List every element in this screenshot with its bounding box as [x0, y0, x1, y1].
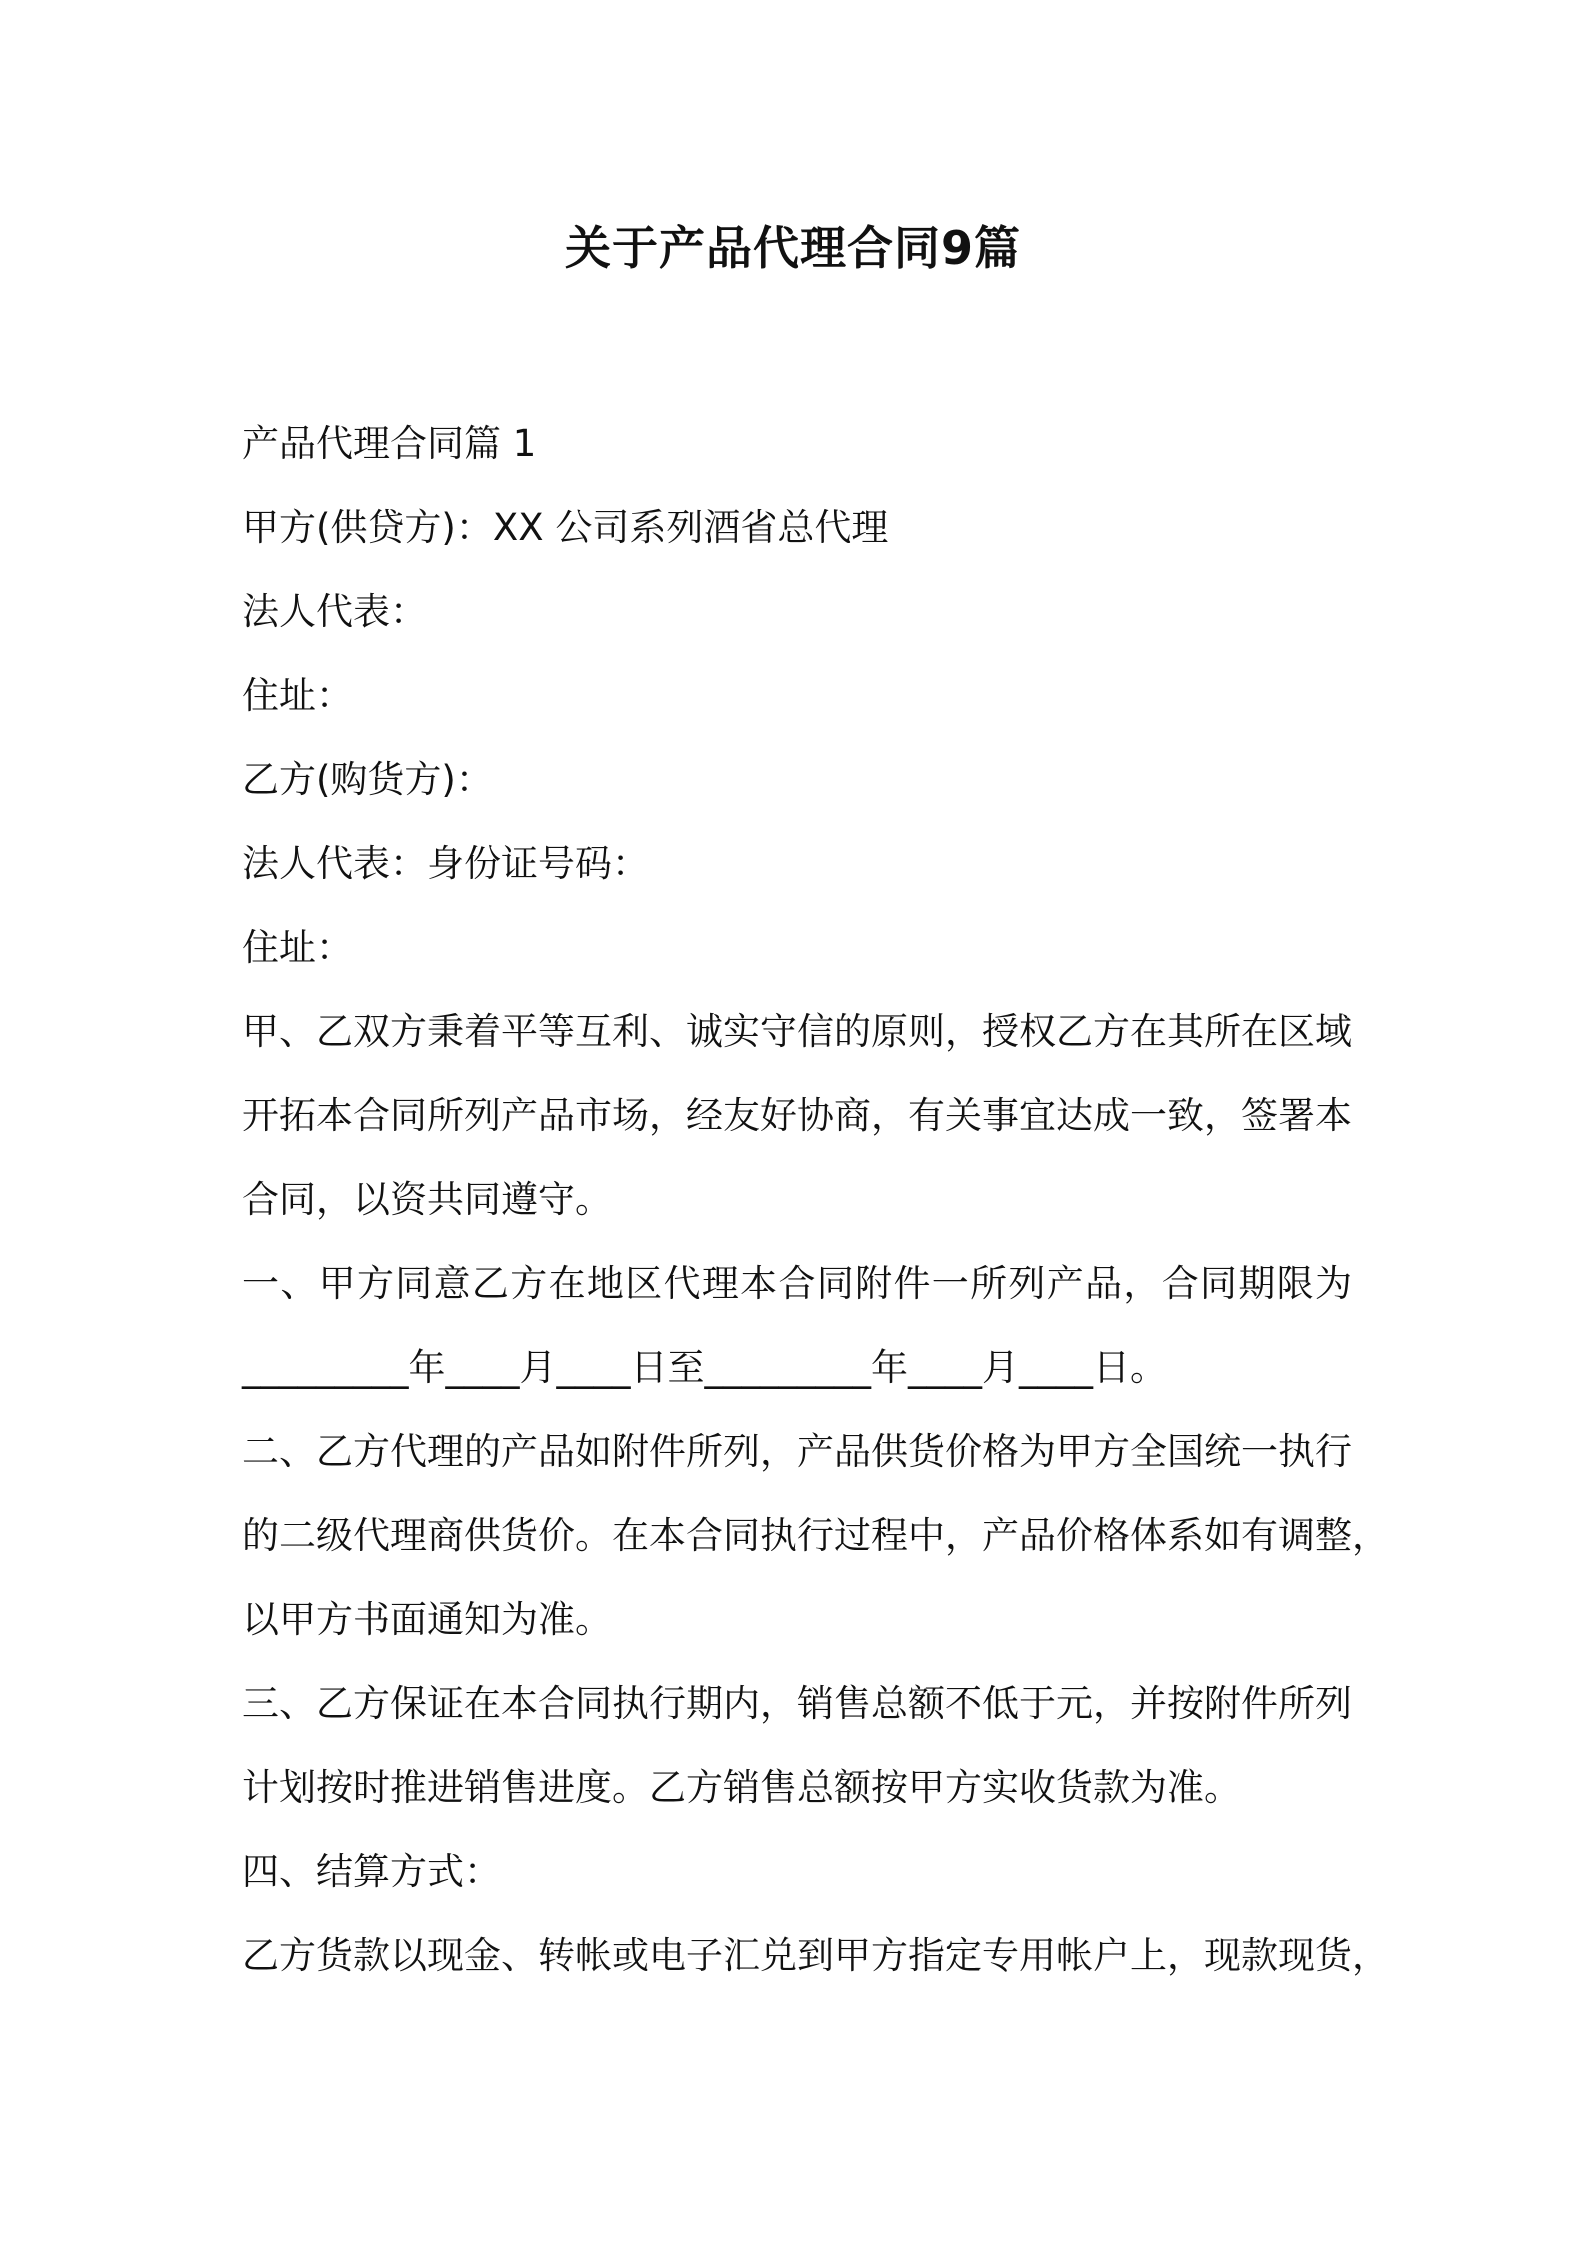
preamble-line: 合同，以资共同遵守。 [242, 1178, 612, 1221]
clause-4-heading: 四、结算方式： [242, 1850, 501, 1893]
clause-4-line: 乙方货款以现金、转帐或电子汇兑到甲方指定专用帐户上，现款现货， [242, 1934, 1389, 1977]
clause-2-line: 的二级代理商供货价。在本合同执行过程中，产品价格体系如有调整， [242, 1514, 1389, 1557]
clause-1-line: 一、甲方同意乙方在地区代理本合同附件一所列产品，合同期限为 [242, 1262, 1352, 1305]
party-b-line: 乙方(购货方)： [242, 758, 493, 801]
party-a-legal-rep-line: 法人代表： [242, 590, 427, 633]
clause-1-line: _________年____月____日至_________年____月____日。 [242, 1346, 1167, 1389]
clause-3-line: 计划按时推进销售进度。乙方销售总额按甲方实收货款为准。 [242, 1766, 1241, 1809]
party-a-address-line: 住址： [242, 674, 353, 717]
section-heading: 产品代理合同篇 1 [242, 422, 537, 465]
preamble-line: 甲、乙双方秉着平等互利、诚实守信的原则，授权乙方在其所在区域 [242, 1010, 1352, 1053]
clause-2-line: 以甲方书面通知为准。 [242, 1598, 612, 1641]
preamble-line: 开拓本合同所列产品市场，经友好协商，有关事宜达成一致，签署本 [242, 1094, 1352, 1137]
document-title: 关于产品代理合同9篇 [564, 221, 1021, 275]
party-b-address-line: 住址： [242, 926, 353, 969]
clause-2-line: 二、乙方代理的产品如附件所列，产品供货价格为甲方全国统一执行 [242, 1430, 1352, 1473]
party-a-line: 甲方(供贷方)：XX 公司系列酒省总代理 [242, 506, 889, 549]
document-body [242, 402, 1389, 1998]
party-b-legal-rep-line: 法人代表：身份证号码： [242, 842, 649, 885]
clause-3-line: 三、乙方保证在本合同执行期内，销售总额不低于元，并按附件所列 [242, 1682, 1352, 1725]
